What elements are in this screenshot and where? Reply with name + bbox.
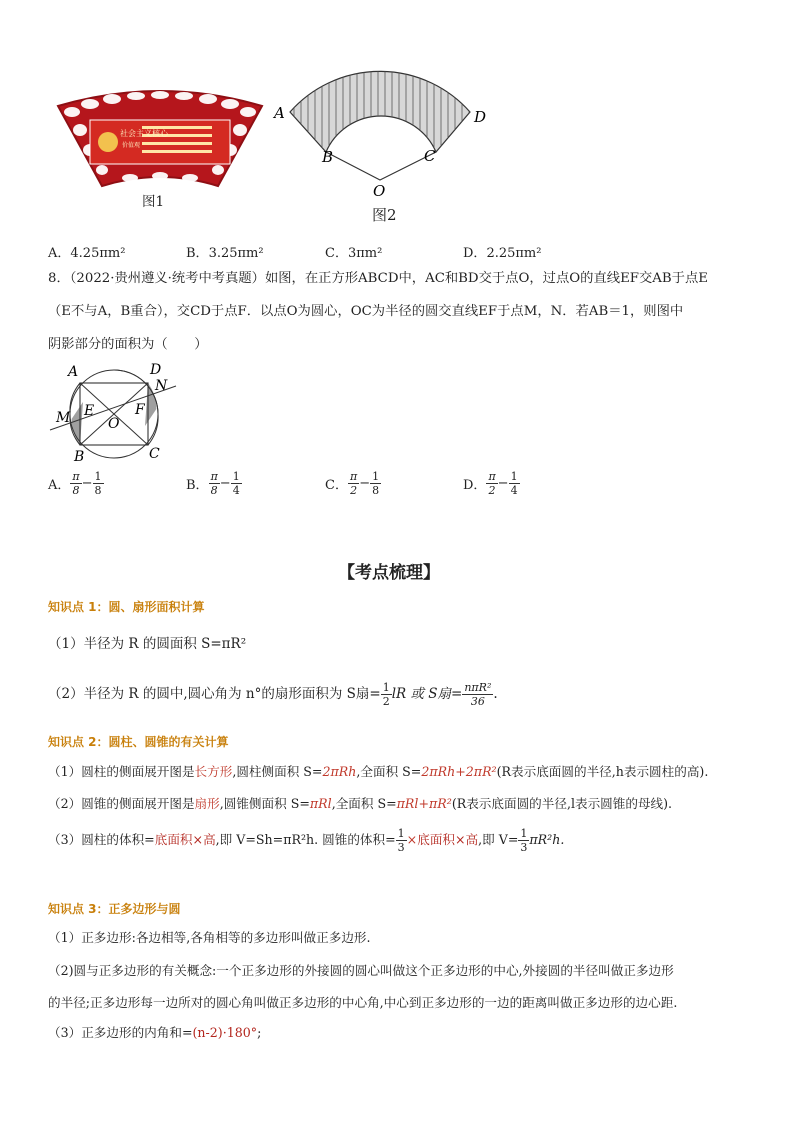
figure-2-caption: 图2	[372, 206, 397, 224]
figure-1-caption: 图1	[142, 194, 165, 210]
fig2-label-b: B	[322, 148, 334, 166]
kp1-title: 知识点 1：圆、扇形面积计算	[48, 600, 205, 614]
kp2-title: 知识点 2：圆柱、圆锥的有关计算	[48, 735, 229, 749]
fig3-label-d: D	[150, 362, 162, 378]
kp2-item2: （2）圆锥的侧面展开图是扇形,圆锥侧面积 S=πRl,全面积 S=πRl+πR²(R表示底面圆的半径,l表示圆锥的母线).	[48, 796, 673, 811]
kp3-item2-line1: （2)圆与正多边形的有关概念:一个正多边形的外接圆的圆心叫做这个正多边形的中心,外接圆的半径叫做正多边形	[48, 963, 674, 978]
fig2-label-o: O	[373, 182, 386, 200]
fig3-label-m: M	[56, 410, 71, 426]
figure-3-square-circle	[46, 358, 186, 468]
kp3-item3: （3）正多边形的内角和=(n-2)·180°;	[48, 1025, 262, 1040]
kp3-item1: （1）正多边形:各边相等,各角相等的多边形叫做正多边形.	[48, 930, 371, 945]
q7-option-c: C．3πm²	[325, 246, 383, 261]
kp2-item3: （3）圆柱的体积=底面积×高,即 V=Sh=πR²h. 圆锥的体积= $\frac{1}{3}$ ×底面积×高,即 V= $\frac{1}{3}$ πR²h.	[48, 827, 565, 854]
q7-option-b: B．3.25πm²	[186, 246, 264, 261]
q8-option-c: C． $\frac{\pi}{2}$ − $\frac{1}{8}$	[325, 470, 380, 497]
section-title: 【考点梳理】	[338, 563, 440, 583]
kp3-title: 知识点 3：正多边形与圆	[48, 902, 181, 916]
fig3-label-e: E	[84, 403, 95, 419]
kp1-item2: （2）半径为 R 的圆中,圆心角为 n°的扇形面积为 S扇= $\frac{1}{2}$ lR 或 S扇= $\frac{\text{nπR²}}{36}$ .	[48, 681, 498, 708]
q7-option-a: A．4.25πm²	[48, 246, 126, 261]
q8-stem-line1: 8．（2022·贵州遵义·统考中考真题）如图，在正方形ABCD中，AC和BD交于点O，过点O的直线EF交AB于点E	[48, 271, 708, 286]
q7-option-d: D．2.25πm²	[463, 246, 542, 261]
fig3-label-c: C	[149, 446, 160, 462]
kp3-item2-line2: 的半径;正多边形每一边所对的圆心角叫做正多边形的中心角,中心到正多边形的一边的距离叫做正多边形的边心距.	[48, 995, 678, 1010]
fig3-label-f: F	[135, 402, 145, 418]
kp1-item1: （1）半径为 R 的圆面积 S=πR²	[48, 636, 247, 652]
fig3-label-a: A	[68, 364, 79, 380]
q8-option-d: D． $\frac{\pi}{2}$ − $\frac{1}{4}$	[463, 470, 518, 497]
kp2-item1: （1）圆柱的侧面展开图是长方形,圆柱侧面积 S=2πRh,全面积 S=2πRh+2πR²(R表示底面圆的半径,h表示圆柱的高).	[48, 764, 709, 779]
q8-stem-line3: 阴影部分的面积为（ ）	[48, 337, 208, 352]
figure-1-fan	[50, 90, 270, 200]
fan-banner-main: 社会主义核心	[120, 129, 168, 138]
fig3-label-b: B	[74, 449, 85, 465]
fig3-label-n: N	[155, 378, 168, 394]
q8-option-b: B． $\frac{\pi}{8}$ − $\frac{1}{4}$	[186, 470, 240, 497]
fan-banner-sub: 价值观	[122, 142, 141, 149]
fig2-label-d: D	[474, 108, 487, 126]
q8-stem-line2: （E不与A，B重合），交CD于点F．以点O为圆心，OC为半径的圆交直线EF于点M，N．若AB＝1，则图中	[48, 304, 684, 319]
figure-2-annular-sector	[270, 52, 500, 202]
fig3-label-o: O	[108, 416, 120, 432]
fig2-label-a: A	[274, 104, 285, 122]
q8-option-a: A． $\frac{\pi}{8}$ − $\frac{1}{8}$	[48, 470, 102, 497]
fig2-label-c: C	[424, 147, 436, 165]
